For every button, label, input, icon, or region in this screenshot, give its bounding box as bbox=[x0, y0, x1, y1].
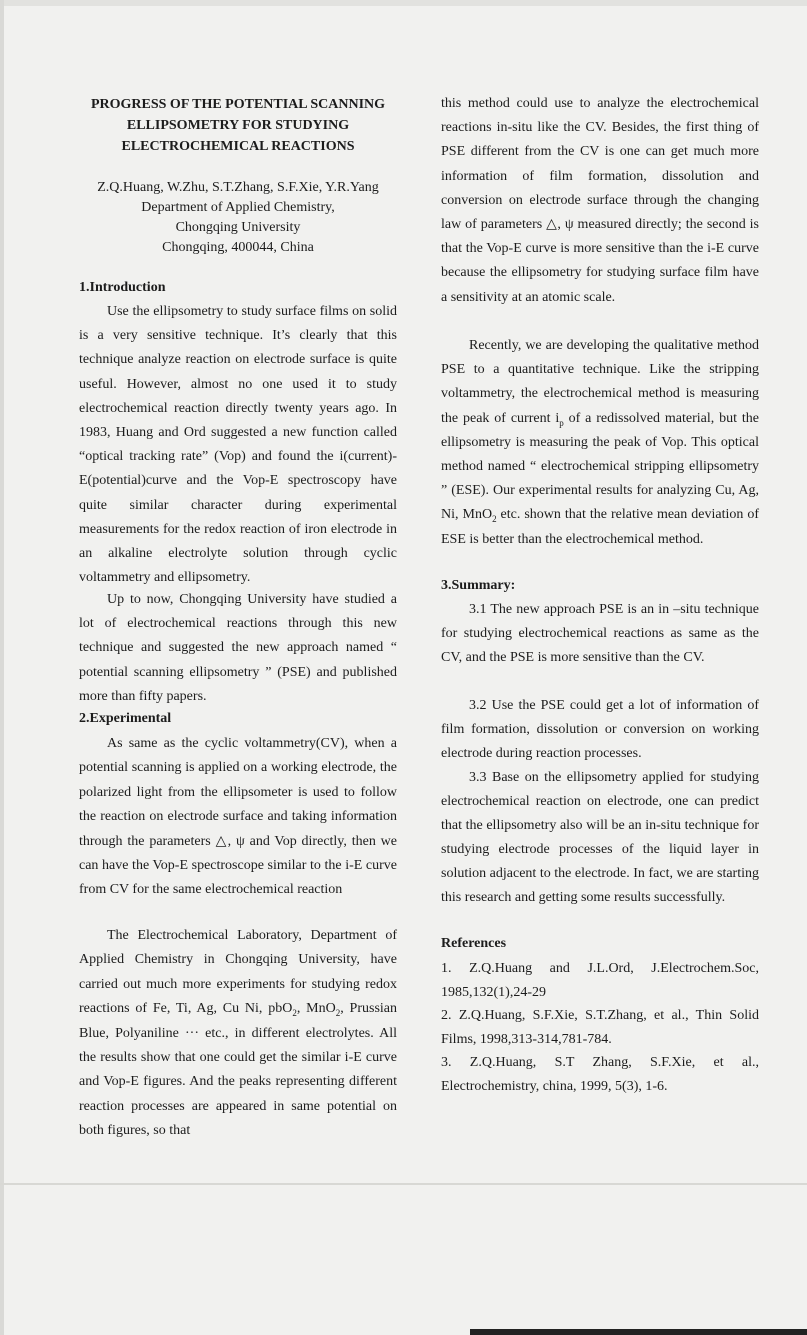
intro-paragraph-2: Up to now, Chongqing University have studied a lot of electrochemical reactions through this new technique and suggested the new approach named “ potential scanning ellipsometry ” (PSE) and published more than fifty papers. bbox=[79, 592, 397, 704]
author-block bbox=[79, 178, 397, 258]
pbo2-subscript: 2 bbox=[292, 1008, 297, 1019]
scan-bottom-shadow bbox=[470, 1329, 807, 1335]
experimental-paragraph-2-text-a: The Electrochemical Laboratory, Department of Applied Chemistry in Chongqing University, have carried out much more experiments for studying redox reactions of Fe, Ti, Ag, Cu Ni, pbO bbox=[79, 928, 397, 1017]
experimental-paragraph-3-text-c: etc. shown that the relative mean deviation of ESE is better than the electrochemical method. bbox=[441, 507, 760, 547]
summary-item-1: 3.1 The new approach PSE is an in –situ technique for studying electrochemical reactions as same as the CV, and the PSE is more sensitive than the CV. bbox=[441, 602, 759, 665]
summary-item-3: 3.3 Base on the ellipsometry applied for studying electrochemical reaction on electrode, one can predict that the ellipsometry also will be an in-situ technique for studying electrode processes of the liquid layer in solution adjacent to the electrode. In fact, we are starting this research and getting some results successfully. bbox=[441, 770, 759, 905]
experimental-paragraph-1: As same as the cyclic voltammetry(CV), when a potential scanning is applied on a working electrode, the polarized light from the ellipsometer is used to follow the reaction on electrode surface and taking information through the parameters △, ψ and Vop directly, then we can have the Vop-E spectroscope similar to the i-E curve from CV for the same electrochemical reaction bbox=[79, 736, 397, 898]
experimental-paragraph-3 bbox=[441, 334, 759, 552]
reference-item-3: 3. Z.Q.Huang, S.T Zhang, S.F.Xie, et al., Electrochemistry, china, 1999, 5(3), 1-6. bbox=[441, 1055, 759, 1094]
experimental-paragraph-3-text-a: Recently, we are developing the qualitative method PSE to a quantitative technique. Like the stripping voltammetry, the electrochemical method is measuring the peak of current i bbox=[441, 338, 759, 426]
mno2-subscript-2: 2 bbox=[492, 514, 497, 525]
intro-paragraph-1: Use the ellipsometry to study surface films on solid is a very sensitive technique. It’s clearly that this technique analyze reaction on electrode surface is quite useful. However, almost no one used it to study electrochemical reaction directly twenty years ago. In 1983, Huang and Ord suggested a new function called “optical tracking rate” (Vop) and found the i(current)-E(potential)curve and the Vop-E spectroscopy have quite similar character during experimental measurements for the redox reaction of iron electrode in an alkaline electrolyte solution through cyclic voltammetry and ellipsometry. bbox=[79, 304, 397, 586]
section-heading-introduction: 1.Introduction bbox=[79, 280, 166, 295]
affiliation-university: Chongqing University bbox=[175, 220, 301, 235]
section-heading-summary: 3.Summary: bbox=[441, 578, 516, 593]
paper-title: PROGRESS OF THE POTENTIAL SCANNING ELLIPSOMETRY FOR STUDYING ELECTROCHEMICAL REACTIONS bbox=[90, 97, 386, 154]
experimental-paragraph-2-continued: this method could use to analyze the electrochemical reactions in-situ like the CV. Besides, the first thing of PSE different from the CV is one can get much more information of film formation, dissolution and conversion on electrode surface through the changing law of parameters △, ψ measured directly; the second is that the Vop-E curve is more sensitive than the i-E curve because the ellipsometry for studying surface film have a sensitivity at an atomic scale. bbox=[441, 96, 759, 305]
section-heading-references: References bbox=[441, 936, 507, 951]
reference-item-1: 1. Z.Q.Huang and J.L.Ord, J.Electrochem.Soc, 1985,132(1),24-29 bbox=[441, 961, 759, 1000]
section-heading-experimental: 2.Experimental bbox=[79, 711, 172, 726]
ip-subscript: p bbox=[559, 417, 564, 428]
experimental-paragraph-2 bbox=[79, 924, 397, 1144]
paper-fold-line bbox=[0, 1183, 807, 1185]
page-left-edge bbox=[0, 0, 4, 1335]
mno2-subscript: 2 bbox=[335, 1008, 341, 1019]
summary-item-2: 3.2 Use the PSE could get a lot of information of film formation, dissolution or conversion on working electrode during reaction processes. bbox=[441, 698, 759, 761]
affiliation-address: Chongqing, 400044, China bbox=[162, 240, 314, 255]
author-list: Z.Q.Huang, W.Zhu, S.T.Zhang, S.F.Xie, Y.R.Yang bbox=[97, 180, 379, 195]
experimental-paragraph-2-text-b: , MnO bbox=[296, 1001, 336, 1017]
page-top-edge bbox=[0, 0, 807, 6]
affiliation-department: Department of Applied Chemistry, bbox=[141, 200, 335, 215]
experimental-paragraph-2-text-c: , Prussian Blue, Polyaniline ··· etc., in different electrolytes. All the results show that one could get the similar i-E curve and Vop-E figures. And the peaks representing different reaction processes are appeared in same potential on both figures, so that bbox=[79, 1001, 397, 1139]
experimental-paragraph-3-text-b: of a redissolved material, but the ellipsometry is measuring the peak of Vop. This optical method named “ electrochemical stripping ellipsometry ” (ESE). Our experimental results for analyzing Cu, Ag, Ni, MnO bbox=[441, 410, 759, 523]
reference-item-2: 2. Z.Q.Huang, S.F.Xie, S.T.Zhang, et al., Thin Solid Films, 1998,313-314,781-784. bbox=[441, 1008, 759, 1047]
